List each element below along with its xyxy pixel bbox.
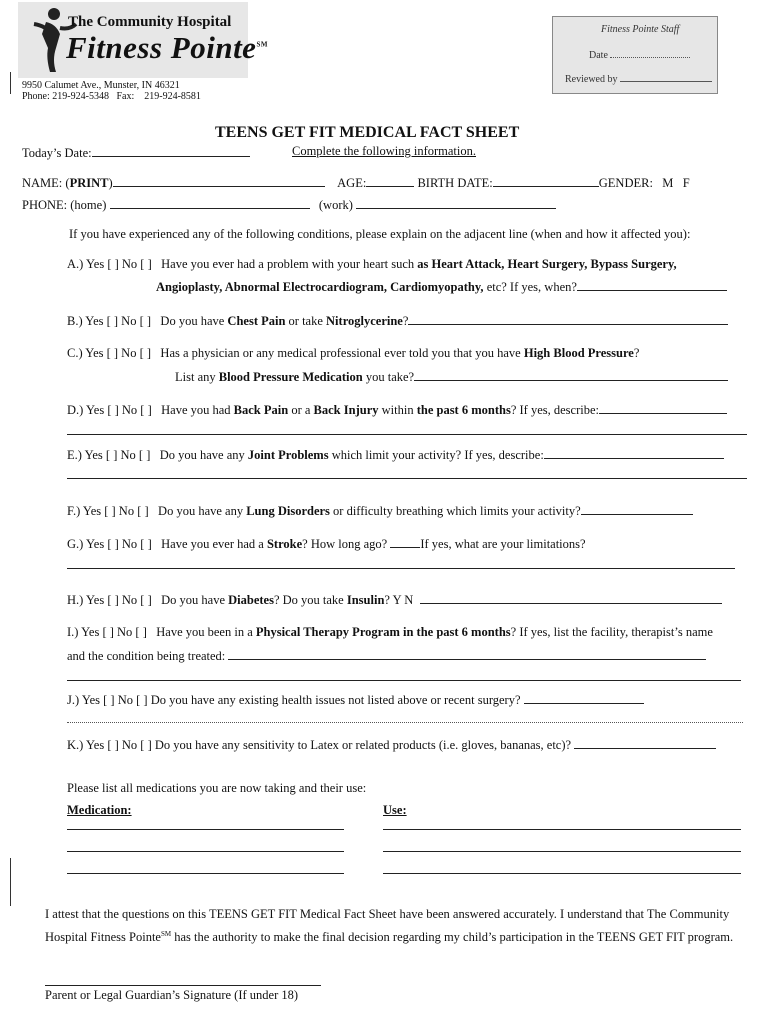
question-bold: Angioplasty, Abnormal Electrocardiogram, Cardiomyopathy, <box>156 280 484 294</box>
staff-reviewed <box>565 72 712 85</box>
question-text: or take <box>285 314 327 328</box>
phone-fax <box>22 91 201 102</box>
birth-date-label: BIRTH DATE: <box>417 176 493 190</box>
question-b <box>67 312 728 329</box>
question-text: ? If yes, list the facility, therapist’s name <box>510 625 713 639</box>
question-f <box>67 502 693 519</box>
answer-field[interactable] <box>574 736 716 749</box>
age-label: AGE: <box>337 176 367 190</box>
question-bold: High Blood Pressure <box>523 346 634 360</box>
signature-label: Parent or Legal Guardian’s Signature (If under 18) <box>45 988 299 1002</box>
question-text: If yes, what are your limitations? <box>420 537 586 551</box>
question-c <box>67 346 639 361</box>
question-text: ? How long ago? <box>302 537 391 551</box>
staff-date <box>589 48 690 61</box>
medications-intro: Please list all medications you are now taking and their use: <box>67 781 367 795</box>
answer-field[interactable] <box>577 278 727 291</box>
yes-no-checkboxes[interactable]: Yes [ ] No [ ] <box>86 593 152 607</box>
answer-line[interactable] <box>67 434 747 435</box>
medication-line[interactable] <box>67 851 344 852</box>
question-bold: Blood Pressure Medication <box>218 370 363 384</box>
question-j <box>67 691 644 708</box>
question-letter: E.) <box>67 448 82 462</box>
question-text: which limit your activity? If yes, describe: <box>328 448 544 462</box>
answer-line[interactable] <box>67 568 735 569</box>
logo <box>18 2 268 78</box>
question-text: Have you ever had a <box>161 537 267 551</box>
question-text: Do you have any existing health issues not listed above or recent surgery? <box>150 693 521 707</box>
yes-no-checkboxes[interactable]: Yes [ ] No [ ] <box>81 625 147 639</box>
answer-line[interactable] <box>67 680 741 681</box>
question-i <box>67 625 713 640</box>
staff-box <box>552 16 718 94</box>
staff-title: Fitness Pointe Staff <box>601 24 680 35</box>
question-text: Do you have any sensitivity to Latex or related products (i.e. gloves, bananas, etc)? <box>154 738 572 752</box>
conditions-intro: If you have experienced any of the following conditions, please explain on the adjacent line (when and how it affected you): <box>69 227 691 241</box>
logo-main-label: Fitness Pointe <box>66 30 257 65</box>
question-letter: B.) <box>67 314 83 328</box>
phone-home-field[interactable] <box>110 196 310 209</box>
question-letter: G.) <box>67 537 84 551</box>
medication-header: Medication: <box>67 803 132 817</box>
question-a <box>67 257 677 272</box>
gender-label: GENDER: <box>598 176 653 190</box>
question-k <box>67 736 716 753</box>
question-text: ? Do you take <box>273 593 347 607</box>
medication-line[interactable] <box>67 873 344 874</box>
question-bold: Lung Disorders <box>246 504 330 518</box>
question-text: ? If yes, describe: <box>510 403 599 417</box>
use-line[interactable] <box>383 829 741 830</box>
question-text: Have you ever had a problem with your heart such <box>161 257 418 271</box>
answer-line[interactable] <box>67 722 743 723</box>
signature-line[interactable] <box>45 985 321 986</box>
question-bold: Back Injury <box>313 403 379 417</box>
complete-instruction: Complete the following information. <box>292 144 476 158</box>
answer-field[interactable] <box>228 647 706 660</box>
how-long-field[interactable] <box>390 535 420 548</box>
answer-field[interactable] <box>599 401 727 414</box>
name-print: PRINT <box>69 176 109 190</box>
attest-sm: SM <box>160 930 172 938</box>
question-g <box>67 535 586 552</box>
page-title: TEENS GET FIT MEDICAL FACT SHEET <box>215 124 520 141</box>
attestation-line-1: I attest that the questions on this TEENS GET FIT Medical Fact Sheet have been answered accurately. I understand that The Community <box>45 907 730 921</box>
question-text: or a <box>288 403 314 417</box>
answer-field[interactable] <box>544 446 724 459</box>
question-e <box>67 446 724 463</box>
margin-mark <box>10 858 11 906</box>
question-text: Have you had <box>161 403 234 417</box>
use-line[interactable] <box>383 873 741 874</box>
answer-field[interactable] <box>414 368 728 381</box>
name-label: NAME: ( <box>22 176 70 190</box>
todays-date-field[interactable] <box>92 144 250 157</box>
attest-org: Hospital Fitness Pointe <box>45 930 161 945</box>
question-text: ? Y N <box>384 593 414 607</box>
fax-label: Fax: <box>116 91 135 102</box>
attestation-line-2 <box>45 930 733 945</box>
gender-f[interactable]: F <box>682 176 690 190</box>
question-text: and the condition being treated: <box>67 649 226 663</box>
todays-date-row <box>22 144 250 161</box>
answer-field[interactable] <box>408 312 728 325</box>
yes-no-checkboxes[interactable]: Yes [ ] No [ ] <box>81 693 148 707</box>
age-field[interactable] <box>366 174 414 187</box>
question-d <box>67 401 727 418</box>
question-bold: the past 6 months <box>416 403 511 417</box>
use-header: Use: <box>383 803 407 817</box>
question-text: Do you have <box>161 593 229 607</box>
question-bold: Chest Pain <box>227 314 286 328</box>
phone-row <box>22 196 556 213</box>
answer-field[interactable] <box>524 691 644 704</box>
question-letter: J.) <box>67 693 80 707</box>
question-bold: Joint Problems <box>247 448 329 462</box>
attest-text: has the authority to make the final decision regarding my child’s participation in the TEENS GET FIT program. <box>171 930 734 945</box>
question-text: Do you have any <box>158 504 247 518</box>
name-close: ) <box>108 176 113 190</box>
phone-work-field[interactable] <box>356 196 556 209</box>
medication-line[interactable] <box>67 829 344 830</box>
question-a-cont <box>156 278 727 295</box>
logo-top-text: The Community Hospital <box>68 14 232 30</box>
question-text: you take? <box>362 370 415 384</box>
yes-no-checkboxes[interactable]: Yes [ ] No [ ] <box>85 346 152 360</box>
question-h <box>67 591 722 608</box>
question-bold: Stroke <box>266 537 303 551</box>
fax-number: 219-924-8581 <box>144 91 201 102</box>
staff-reviewed-field[interactable] <box>620 72 712 82</box>
question-text: ? <box>402 314 409 328</box>
yes-no-checkboxes[interactable]: Yes [ ] No [ ] <box>85 314 152 328</box>
question-bold: Insulin <box>346 593 385 607</box>
question-bold: Diabetes <box>228 593 274 607</box>
staff-reviewed-label: Reviewed by <box>565 74 618 85</box>
question-text: List any <box>175 370 219 384</box>
logo-main-text <box>66 30 268 66</box>
question-bold: Physical Therapy Program in the past 6 months <box>255 625 511 639</box>
yes-no-checkboxes[interactable]: Yes [ ] No [ ] <box>86 537 152 551</box>
phone-home-label: PHONE: (home) <box>22 198 107 212</box>
question-text: Has a physician or any medical professional ever told you that you have <box>160 346 524 360</box>
question-bold: Nitroglycerine <box>326 314 403 328</box>
question-letter: A.) <box>67 257 84 271</box>
question-text: Do you have <box>160 314 228 328</box>
staff-date-label: Date <box>589 50 608 61</box>
answer-field[interactable] <box>581 502 693 515</box>
logo-sm-mark: SM <box>256 40 268 49</box>
gender-m[interactable]: M <box>662 176 674 190</box>
staff-date-field[interactable] <box>610 48 690 58</box>
question-bold: Back Pain <box>233 403 289 417</box>
name-row <box>22 174 690 191</box>
answer-line[interactable] <box>67 478 747 479</box>
yes-no-checkboxes[interactable]: Yes [ ] No [ ] <box>84 448 151 462</box>
yes-no-checkboxes[interactable]: Yes [ ] No [ ] <box>82 504 149 518</box>
phone-work-label: (work) <box>318 198 353 212</box>
birth-date-field[interactable] <box>493 174 599 187</box>
question-text: ? <box>633 346 640 360</box>
question-letter: K.) <box>67 738 84 752</box>
question-letter: H.) <box>67 593 84 607</box>
answer-field[interactable] <box>420 591 722 604</box>
yes-no-checkboxes[interactable]: Yes [ ] No [ ] <box>86 257 152 271</box>
margin-mark <box>10 72 11 94</box>
question-text: or difficulty breathing which limits your activity? <box>329 504 581 518</box>
yes-no-checkboxes[interactable]: Yes [ ] No [ ] <box>86 403 152 417</box>
question-text: etc? If yes, when? <box>483 280 577 294</box>
name-field[interactable] <box>113 174 325 187</box>
question-text: Do you have any <box>159 448 248 462</box>
question-c-cont <box>175 368 728 385</box>
todays-date-label: Today’s Date: <box>22 146 92 160</box>
use-line[interactable] <box>383 851 741 852</box>
question-letter: F.) <box>67 504 81 518</box>
question-letter: C.) <box>67 346 83 360</box>
question-letter: I.) <box>67 625 79 639</box>
question-letter: D.) <box>67 403 84 417</box>
question-text: within <box>378 403 417 417</box>
yes-no-checkboxes[interactable]: Yes [ ] No [ ] <box>86 738 152 752</box>
phone-number: Phone: 219-924-5348 <box>22 91 109 102</box>
question-bold: as Heart Attack, Heart Surgery, Bypass Surgery, <box>417 257 677 271</box>
question-i-cont <box>67 647 706 664</box>
question-text: Have you been in a <box>156 625 256 639</box>
address: 9950 Calumet Ave., Munster, IN 46321 <box>22 80 180 91</box>
